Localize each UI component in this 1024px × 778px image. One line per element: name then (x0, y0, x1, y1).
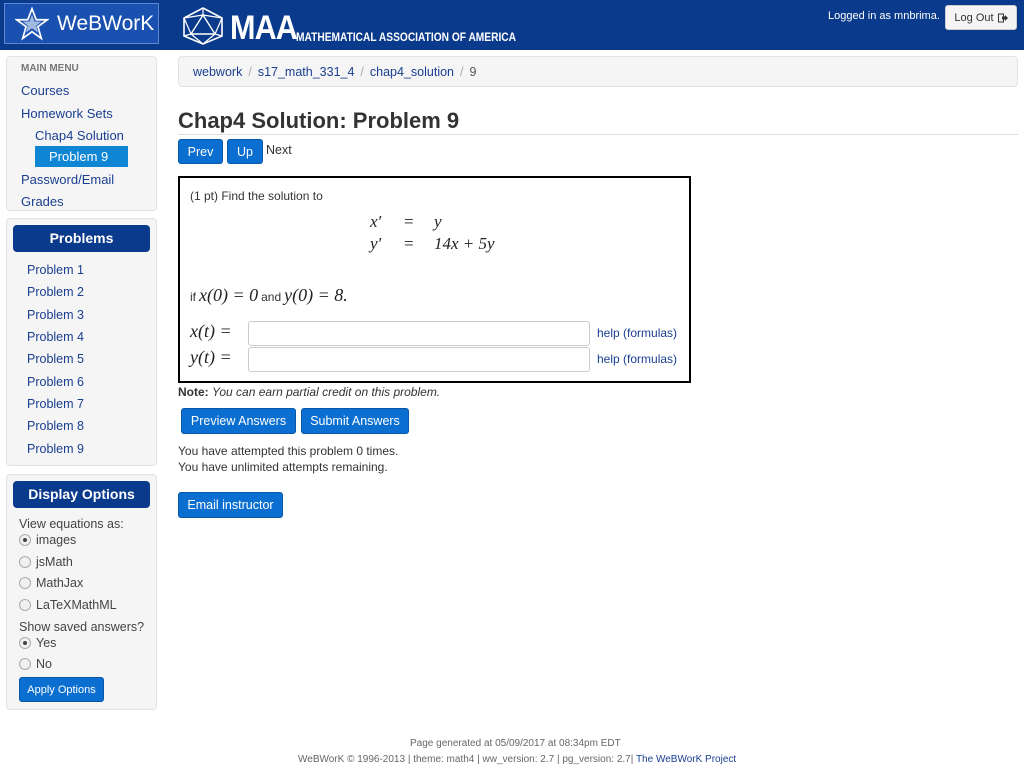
radio-images-control[interactable] (19, 534, 31, 546)
radio-jsmath[interactable] (19, 555, 73, 569)
problem-link-1[interactable]: Problem 1 (27, 263, 84, 277)
radio-images[interactable] (19, 533, 76, 547)
radio-yes[interactable] (19, 636, 56, 650)
logout-button[interactable] (945, 5, 1017, 30)
condition-x0: x(0) = 0 (199, 285, 259, 305)
apply-options-button[interactable]: Apply Options (19, 677, 104, 702)
menu-current-set-link[interactable]: Chap4 Solution (35, 128, 124, 143)
breadcrumb (178, 56, 1018, 87)
help-formulas-link-x[interactable]: help (formulas) (597, 326, 678, 340)
display-options-heading: Display Options (13, 481, 150, 508)
menu-password-email-link[interactable]: Password/Email (21, 172, 115, 187)
footer-version-text: WeBWorK © 1996-2013 | theme: math4 | ww_version: 2.7 | pg_version: 2.7| (298, 754, 634, 765)
page-title: Chap4 Solution: Problem 9 (178, 108, 460, 133)
answer-input-y[interactable] (248, 347, 590, 372)
logout-label: Log Out (954, 11, 994, 24)
equation-2-rhs: 14x + 5y (434, 234, 495, 253)
breadcrumb-current: 9 (469, 64, 477, 79)
radio-no[interactable] (19, 657, 52, 671)
footer-project-link[interactable]: The WeBWorK Project (635, 754, 737, 765)
logout-icon (998, 13, 1008, 23)
radio-no-label: No (36, 657, 52, 671)
attempts-remaining: You have unlimited attempts remaining. (178, 460, 388, 474)
answer-input-x[interactable] (248, 321, 590, 346)
maa-fullname: MATHEMATICAL ASSOCIATION OF AMERICA (296, 30, 517, 44)
maa-icosahedron-icon (180, 6, 226, 46)
maa-wordmark: MAA (230, 9, 297, 47)
webwork-brand-link[interactable] (4, 3, 159, 44)
answer-label-x: x(t) = (190, 321, 232, 341)
title-divider (178, 134, 1018, 135)
breadcrumb-separator: / (248, 64, 252, 79)
equation-row-2 (370, 234, 495, 254)
condition-y0: y(0) = 8. (284, 285, 348, 305)
prev-button[interactable]: Prev (178, 139, 223, 164)
submit-answers-button[interactable]: Submit Answers (301, 408, 409, 434)
problems-panel (6, 218, 157, 466)
login-status: Logged in as mnbrima. (828, 10, 940, 22)
problem-link-5[interactable]: Problem 5 (27, 352, 84, 366)
if-word: if (190, 290, 196, 304)
partial-credit-note (178, 385, 440, 399)
brand-name: WeBWorK (57, 11, 155, 35)
radio-images-label: images (36, 533, 77, 547)
webwork-star-icon (15, 7, 49, 41)
show-saved-label: Show saved answers? (19, 620, 145, 634)
display-options-panel (6, 474, 157, 710)
problem-link-4[interactable]: Problem 4 (27, 330, 84, 344)
note-label: Note: (178, 385, 209, 399)
problem-box (178, 176, 691, 383)
footer-version (298, 754, 736, 765)
breadcrumb-separator: / (460, 64, 464, 79)
top-navbar (0, 0, 1024, 50)
radio-mathjax-label: MathJax (36, 576, 84, 590)
radio-latexmathml-control[interactable] (19, 599, 31, 611)
problem-link-2[interactable]: Problem 2 (27, 285, 84, 299)
note-text: You can earn partial credit on this problem. (212, 385, 441, 399)
email-instructor-button[interactable]: Email instructor (178, 492, 283, 518)
maa-logo[interactable] (180, 6, 555, 46)
problem-link-9[interactable]: Problem 9 (27, 442, 84, 456)
problem-link-3[interactable]: Problem 3 (27, 308, 84, 322)
radio-yes-label: Yes (36, 636, 57, 650)
problem-link-8[interactable]: Problem 8 (27, 419, 84, 433)
view-equations-label: View equations as: (19, 517, 124, 531)
radio-latexmathml-label: LaTeXMathML (36, 598, 117, 612)
equation-2-lhs: y′ (370, 234, 382, 253)
main-menu-heading: MAIN MENU (21, 63, 79, 74)
breadcrumb-separator: / (360, 64, 364, 79)
equation-1-lhs: x′ (370, 212, 382, 231)
radio-jsmath-control[interactable] (19, 556, 31, 568)
radio-no-control[interactable] (19, 658, 31, 670)
radio-yes-control[interactable] (19, 637, 31, 649)
equation-1-equals: = (404, 212, 414, 231)
and-word: and (261, 290, 282, 304)
menu-courses-link[interactable]: Courses (21, 83, 70, 98)
attempts-count: You have attempted this problem 0 times. (178, 444, 399, 458)
problem-link-7[interactable]: Problem 7 (27, 397, 84, 411)
initial-conditions (190, 285, 348, 306)
answer-label-y: y(t) = (190, 347, 232, 367)
problem-intro: (1 pt) Find the solution to (190, 189, 323, 203)
up-button[interactable]: Up (227, 139, 263, 164)
equation-1-rhs: y (434, 212, 442, 231)
menu-current-problem-link[interactable]: Problem 9 (35, 146, 128, 167)
help-formulas-link-y[interactable]: help (formulas) (597, 352, 678, 366)
radio-mathjax[interactable] (19, 576, 83, 590)
menu-grades-link[interactable]: Grades (21, 194, 64, 209)
main-menu-panel (6, 56, 157, 211)
breadcrumb-set[interactable]: chap4_solution (369, 64, 455, 79)
radio-jsmath-label: jsMath (36, 555, 73, 569)
equation-row-1 (370, 212, 442, 232)
breadcrumb-webwork[interactable]: webwork (193, 64, 243, 79)
footer-generated: Page generated at 05/09/2017 at 08:34pm EDT (410, 738, 621, 749)
preview-answers-button[interactable]: Preview Answers (181, 408, 296, 434)
equation-2-equals: = (404, 234, 414, 253)
radio-mathjax-control[interactable] (19, 577, 31, 589)
next-label: Next (266, 143, 292, 157)
breadcrumb-course[interactable]: s17_math_331_4 (257, 64, 355, 79)
problems-heading: Problems (13, 225, 150, 252)
menu-homework-sets-link[interactable]: Homework Sets (21, 106, 113, 121)
radio-latexmathml[interactable] (19, 598, 117, 612)
problem-link-6[interactable]: Problem 6 (27, 375, 84, 389)
